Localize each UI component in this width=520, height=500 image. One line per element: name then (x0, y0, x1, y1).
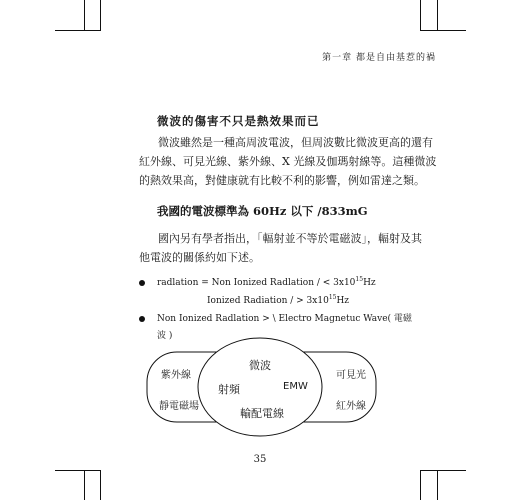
bullet-unit: Hz (363, 278, 376, 288)
bullet-unit: Hz (336, 296, 350, 306)
exponent: 15 (328, 294, 337, 301)
label-visible-light: 可見光 (336, 370, 366, 381)
running-header: 第一章 都是自由基惹的禍 (322, 53, 436, 63)
bullet-text: radlation = Non Ionized Radlation / < 3x10 (157, 278, 356, 288)
exponent: 15 (355, 276, 364, 283)
label-emw: EMW (283, 381, 308, 392)
paragraph-line: 他電波的關係約如下述。 (139, 251, 260, 264)
label-ultraviolet: 紫外線 (161, 370, 191, 381)
label-radio-frequency: 射頻 (218, 383, 240, 396)
label-infrared: 紅外線 (336, 401, 366, 412)
label-microwave: 微波 (249, 359, 271, 372)
paragraph-line: 紅外線、可見光線、紫外線、X 光線及伽瑪射線等。這種微波 (139, 155, 437, 168)
bullet-text: 波 ) (157, 331, 173, 341)
section-heading: 微波的傷害不只是熱效果而已 (157, 114, 320, 128)
paragraph-line: 國內另有學者指出，「輻射並不等於電磁波」，輻射及其 (158, 232, 422, 245)
paragraph-line: 微波雖然是一種高周波電波，但周波數比微波更高的還有 (158, 136, 433, 149)
paragraph-line: 的熱效果高，對健康就有比較不利的影響，例如雷達之類。 (139, 174, 425, 187)
label-power-lines: 輸配電線 (240, 407, 284, 420)
page-number: 35 (253, 454, 267, 465)
bullet-text: Ionized Radiation / > 3x10 (207, 296, 329, 306)
bullet-text: Non Ionized Radlation > \ Electro Magnetuc Wave( 電磁 (157, 314, 412, 324)
section-heading: 我國的電波標準為 60Hz 以下 /833mG (157, 204, 368, 218)
label-static-field: 靜電磁場 (159, 401, 199, 412)
